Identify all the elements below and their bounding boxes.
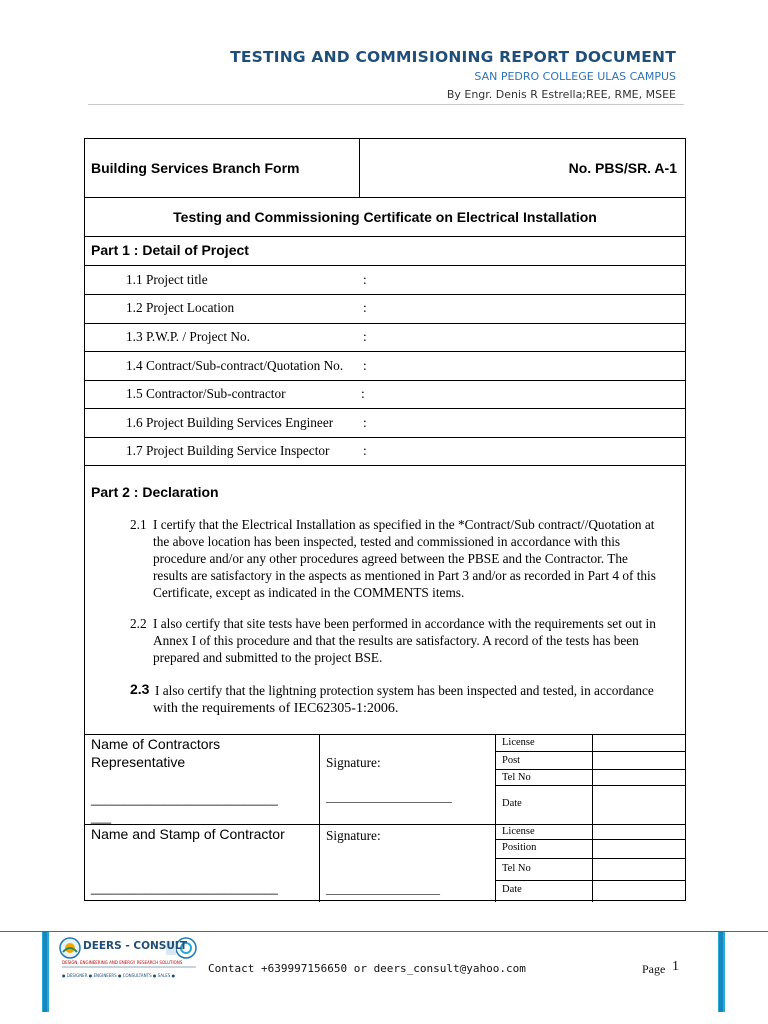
decl-2-3-line: with the requirements of IEC62305-1:2006. [153, 701, 399, 716]
stamp-position-label: Position [502, 842, 537, 853]
decl-2-1-number: 2.1 [130, 517, 147, 532]
divider [85, 380, 685, 381]
divider [359, 139, 360, 197]
branch-form-label: Building Services Branch Form [91, 160, 300, 176]
divider [85, 351, 685, 352]
rep-name-line[interactable]: ____________________________ [91, 792, 278, 806]
contractor-colon: : [361, 386, 365, 401]
bse-label: 1.6 Project Building Services Engineer [126, 415, 334, 430]
part1-heading: Part 1 : Detail of Project [91, 242, 249, 258]
form-number: No. PBS/SR. A-1 [568, 160, 677, 176]
divider [592, 734, 593, 902]
decl-2-2-number: 2.2 [130, 616, 147, 631]
rep-date-label: Date [502, 798, 522, 809]
bse-colon: : [363, 415, 367, 430]
inspector-label: 1.7 Project Building Service Inspector [126, 443, 330, 458]
project-no-label: 1.3 P.W.P. / Project No. [126, 329, 250, 344]
divider [495, 734, 496, 902]
divider [85, 465, 685, 466]
decl-2-1-line: Certificate, except as indicated in the COMMENTS items. [153, 585, 465, 600]
divider [495, 880, 685, 881]
footer-page-label: Page [642, 962, 666, 976]
logo-text: DEERS - CONSULT [83, 940, 188, 952]
divider [495, 839, 685, 840]
divider [85, 824, 685, 825]
inspector-colon: : [363, 443, 367, 458]
part2-heading: Part 2 : Declaration [91, 484, 219, 500]
rep-name-line[interactable]: ___ [91, 810, 112, 824]
decl-2-3-number: 2.3 [130, 681, 150, 697]
contract-no-label: 1.4 Contract/Sub-contract/Quotation No. [126, 358, 344, 373]
divider [85, 197, 685, 198]
footer-contact: Contact +639997156650 or deers_consult@yahoo.com [208, 962, 526, 975]
project-no-colon: : [363, 329, 367, 344]
svg-text:● DESIGNER ● ENGINEERS ● CONSU: ● DESIGNER ● ENGINEERS ● CONSULTANTS ● SALES ● [62, 973, 176, 978]
divider [85, 437, 685, 438]
header-divider [88, 104, 684, 105]
document-byline: By Engr. Denis R Estrella;REE, RME, MSEE [446, 88, 676, 101]
divider [85, 408, 685, 409]
logo-tagline: DESIGN, ENGINEERING AND ENERGY RESEARCH SOLUTIONS [62, 960, 183, 965]
certificate-title: Testing and Commissioning Certificate on Electrical Installation [173, 209, 597, 225]
decl-2-1-line: I certify that the Electrical Installation as specified in the *Contract/Sub contract//Quotation at [153, 517, 655, 532]
decl-2-3-line: I also certify that the lightning protection system has been inspected and tested, in accordance [155, 683, 654, 698]
rep-signature-label: Signature: [326, 755, 381, 770]
divider [85, 323, 685, 324]
rep-license-label: License [502, 737, 535, 748]
rep-name-label: Name of Contractors [91, 736, 221, 752]
project-title-colon: : [363, 272, 367, 287]
stamp-name-label: Name and Stamp of Contractor [91, 826, 285, 842]
stamp-license-label: License [502, 826, 535, 837]
decl-2-2-line: prepared and submitted to the project BSE. [153, 650, 383, 665]
divider [495, 769, 685, 770]
stamp-signature-line[interactable]: ___________________ [326, 882, 440, 896]
project-location-colon: : [363, 300, 367, 315]
rep-name-label: Representative [91, 754, 186, 770]
divider [85, 265, 685, 266]
stamp-telno-label: Tel No [502, 863, 531, 874]
divider [495, 858, 685, 859]
divider [319, 734, 320, 902]
decl-2-1-line: the above location has been inspected, tested and commissioned in accordance with this [153, 534, 621, 549]
document-subtitle: SAN PEDRO COLLEGE ULAS CAMPUS [474, 70, 676, 83]
footer-divider [0, 931, 768, 932]
rep-signature-line[interactable]: _____________________ [326, 790, 452, 804]
certificate-form [84, 138, 686, 901]
decl-2-2-line: Annex I of this procedure and that the results are satisfactory. A record of the tests has been [153, 633, 639, 648]
deers-consult-logo [58, 936, 200, 984]
footer-accent-bar [42, 932, 49, 1012]
footer-page-number: 1 [672, 959, 679, 974]
stamp-name-line[interactable]: ____________________________ [91, 881, 278, 895]
divider [85, 294, 685, 295]
rep-telno-label: Tel No [502, 772, 531, 783]
contract-no-colon: : [363, 358, 367, 373]
divider [85, 734, 685, 735]
decl-2-2-line: I also certify that site tests have been performed in accordance with the requirements set out in [153, 616, 656, 631]
divider [495, 751, 685, 752]
divider [495, 785, 685, 786]
document-title: TESTING AND COMMISIONING REPORT DOCUMENT [230, 48, 676, 66]
decl-2-1-line: procedure and/or any other procedures agreed between the PBSE and the Contractor. The [153, 551, 628, 566]
project-location-label: 1.2 Project Location [126, 300, 235, 315]
stamp-signature-label: Signature: [326, 828, 381, 843]
decl-2-1-line: results are satisfactory in the aspects as mentioned in Part 3 and/or as recorded in Part 4 of this [153, 568, 656, 583]
contractor-label: 1.5 Contractor/Sub-contractor [126, 386, 286, 401]
project-title-label: 1.1 Project title [126, 272, 208, 287]
divider [85, 236, 685, 237]
stamp-date-label: Date [502, 884, 522, 895]
rep-post-label: Post [502, 755, 521, 766]
footer-accent-bar [718, 932, 725, 1012]
